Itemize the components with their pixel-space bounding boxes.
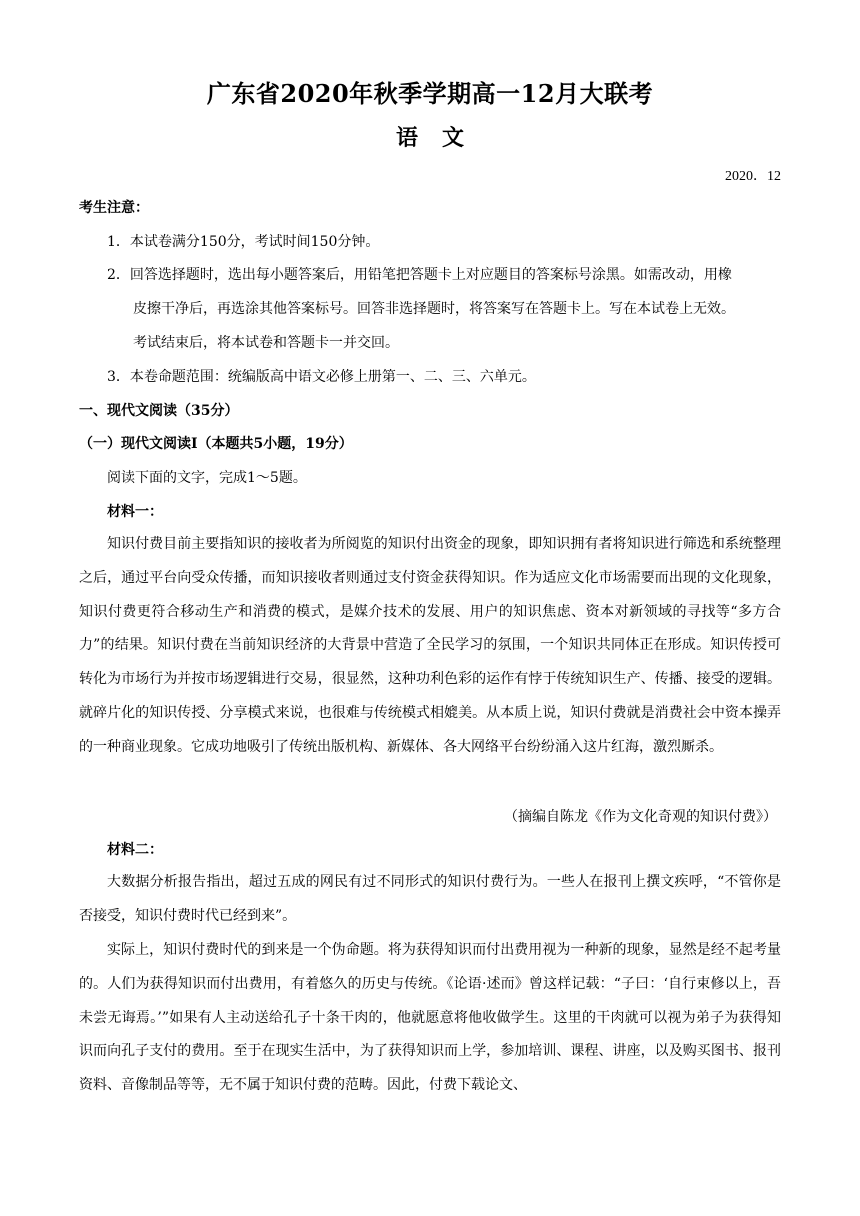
material-2-paragraph-1: 大数据分析报告指出，超过五成的网民有过不同形式的知识付费行为。一些人在报刊上撰文疾呼，“不管你是否接受，知识付费时代已经到来”。 — [79, 874, 781, 924]
notice-item-3: 3．本卷命题范围：统编版高中语文必修上册第一、二、三、六单元。 — [107, 369, 536, 385]
material-1-text: 知识付费目前主要指知识的接收者为所阅览的知识付出资金的现象，即知识拥有者将知识进行筛选和系统整理之后，通过平台向受众传播，而知识接收者则通过支付资金获得知识。作为适应文化市场需要而出现的文化现象，知识付费更符合移动生产和消费的模式，是媒介技术的发展、用户的知识焦虑、资本对新领域的寻找等“多方合力”的结果。知识付费在当前知识经济的大背景中营造了全民学习的氛围，一个知识共同体正在形成。知识传授可转化为市场行为并按市场逻辑进行交易，很显然，这种功利色彩的运作有悖于传统知识生产、传播、接受的逻辑。就碎片化的知识传授、分享模式来说，也很难与传统模式相媲美。从本质上说，知识付费就是消费社会中资本操弄的一种商业现象。它成功地吸引了传统出版机构、新媒体、各大网络平台纷纷涌入这片红海，激烈厮杀。 — [79, 536, 781, 755]
material-1-label: 材料一： — [107, 504, 163, 520]
subject-text: 语文 — [395, 125, 488, 151]
notice-item-2-line-2: 皮擦干净后，再选涂其他答案标号。回答非选择题时，将答案写在答题卡上。写在本试卷上无效。 — [133, 301, 735, 317]
material-1-source: （摘编自陈龙《作为文化奇观的知识付费》） — [504, 809, 777, 825]
reading-instruction: 阅读下面的文字，完成1～5题。 — [107, 470, 307, 486]
subject-title — [0, 121, 860, 152]
notice-heading: 考生注意： — [79, 200, 149, 216]
notice-item-2-line-1: 2．回答选择题时，选出每小题答案后，用铅笔把答题卡上对应题目的答案标号涂黑。如需改动，用橡 — [107, 267, 732, 283]
section-subheading: （一）现代文阅读Ⅰ（本题共5小题，19分） — [79, 436, 353, 452]
material-2-label: 材料二： — [107, 842, 163, 858]
notice-item-1: 1．本试卷满分150分，考试时间150分钟。 — [107, 234, 380, 250]
material-2-paragraph-2: 实际上，知识付费时代的到来是一个伪命题。将为获得知识而付出费用视为一种新的现象，显然是经不起考量的。人们为获得知识而付出费用，有着悠久的历史与传统。《论语·述而》曾这样记载：“子曰：‘自行束修以上，吾未尝无诲焉。’”如果有人主动送给孔子十条干肉的，他就愿意将他收做学生。这里的干肉就可以视为弟子为获得知识而向孔子支付的费用。至于在现实生活中，为了获得知识而上学，参加培训、课程、讲座，以及购买图书、报刊资料、音像制品等等，无不属于知识付费的范畴。因此，付费下载论文、 — [79, 942, 781, 1094]
exam-title: 广东省2020年秋季学期高一12月大联考 — [206, 79, 654, 108]
exam-date: 2020．12 — [725, 169, 781, 184]
section-heading: 一、现代文阅读（35分） — [79, 403, 239, 419]
notice-item-2-line-3: 考试结束后，将本试卷和答题卡一并交回。 — [133, 335, 399, 351]
